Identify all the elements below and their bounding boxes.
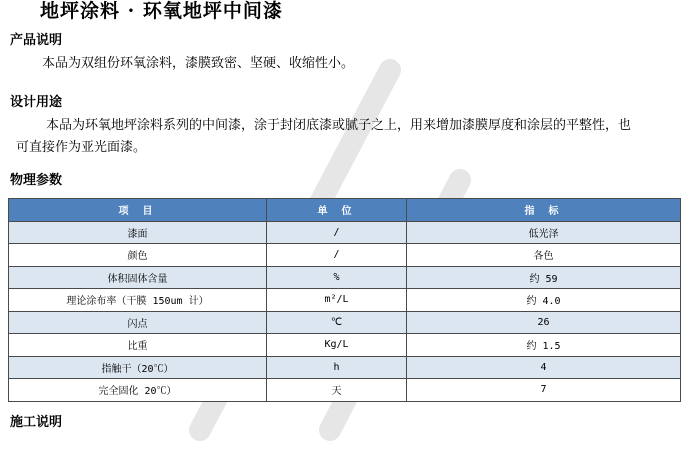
cell-spec: 26 [407, 311, 681, 334]
cell-item: 体积固体含量 [9, 266, 267, 289]
table-row [9, 244, 681, 267]
cell-item: 理论涂布率（干膜 150um 计） [9, 289, 267, 312]
cell-item: 闪点 [9, 311, 267, 334]
cell-unit: / [267, 221, 407, 244]
physical-params-table [8, 198, 681, 402]
page-title: 地坪涂料 · 环氧地坪中间漆 [40, 0, 283, 22]
cell-spec: 约 1.5 [407, 334, 681, 357]
cell-spec: 7 [407, 379, 681, 402]
cell-unit: ℃ [267, 311, 407, 334]
table-row [9, 289, 681, 312]
heading-product: 产品说明 [10, 33, 63, 48]
cell-item: 颜色 [9, 244, 267, 267]
usage-description-line2: 可直接作为亚光面漆。 [16, 140, 147, 155]
heading-construction: 施工说明 [10, 415, 63, 430]
cell-unit: Kg/L [267, 334, 407, 357]
cell-unit: h [267, 356, 407, 379]
cell-unit: m²/L [267, 289, 407, 312]
table-row [9, 356, 681, 379]
cell-item: 完全固化 20℃） [9, 379, 267, 402]
cell-spec: 约 4.0 [407, 289, 681, 312]
cell-spec: 4 [407, 356, 681, 379]
product-description: 本品为双组份环氧涂料，漆膜致密、坚硬、收缩性小。 [42, 56, 355, 71]
header-spec: 指 标 [407, 199, 681, 222]
header-unit: 单 位 [267, 199, 407, 222]
cell-item: 比重 [9, 334, 267, 357]
cell-unit: / [267, 244, 407, 267]
cell-item: 漆面 [9, 221, 267, 244]
table-row [9, 311, 681, 334]
cell-unit: % [267, 266, 407, 289]
table-row [9, 221, 681, 244]
table-header-row [9, 199, 681, 222]
cell-item: 指触干（20℃） [9, 356, 267, 379]
table-row [9, 379, 681, 402]
cell-unit: 天 [267, 379, 407, 402]
cell-spec: 各色 [407, 244, 681, 267]
cell-spec: 低光泽 [407, 221, 681, 244]
heading-physical-params: 物理参数 [10, 173, 63, 188]
table-row [9, 334, 681, 357]
heading-usage: 设计用途 [10, 95, 63, 110]
header-item: 项 目 [9, 199, 267, 222]
table-row [9, 266, 681, 289]
cell-spec: 约 59 [407, 266, 681, 289]
usage-description-line1: 本品为环氧地坪涂料系列的中间漆，涂于封闭底漆或腻子之上，用来增加漆膜厚度和涂层的平整性，也 [46, 118, 632, 133]
